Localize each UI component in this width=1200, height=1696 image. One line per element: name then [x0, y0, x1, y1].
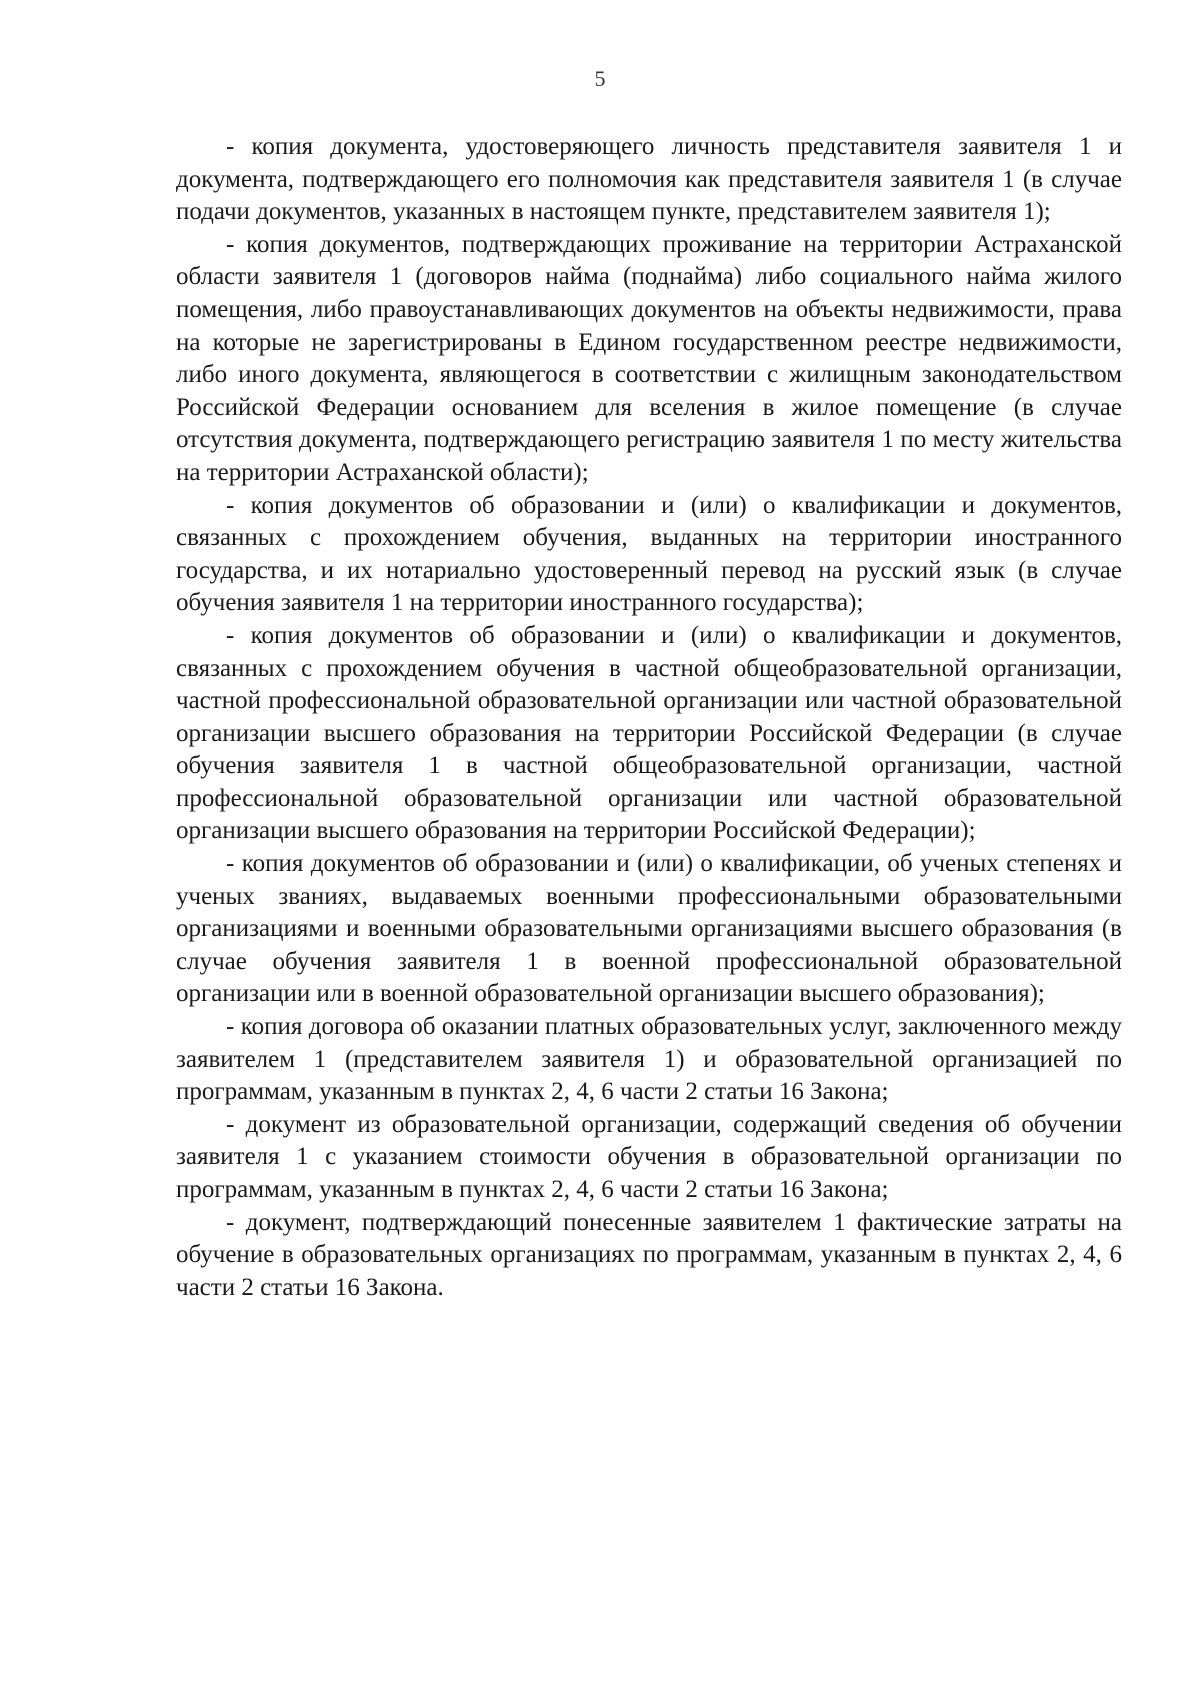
paragraph-military-education: - копия документов об образовании и (или) о квалификации, об ученых степенях и ученых званиях, выдаваемых военными профессиональными образовательными организациями и военными образовательными организациями высшего образования (в случае обучения заявителя 1 в военной профессиональной образовательной организации или в военной образовательной организации высшего образования);	[176, 850, 1122, 1008]
paragraph-representative-id: - копия документа, удостоверяющего личность представителя заявителя 1 и документа, подтверждающего его полномочия как представителя заявителя 1 (в случае подачи документов, указанных в настоящем пункте, представителем заявителя 1);	[176, 133, 1122, 226]
paragraph-paid-services-contract: - копия договора об оказании платных образовательных услуг, заключенного между заявителем 1 (представителем заявителя 1) и образовательной организацией по программам, указанным в пунктах 2, 4, 6 части 2 статьи 16 Закона;	[176, 1013, 1122, 1106]
paragraph-private-education: - копия документов об образовании и (или) о квалификации и документов, связанных с прохождением обучения в частной общеобразовательной организации, частной профессиональной образовательной организации или частной образовательной организации высшего образования на территории Российской Федерации (в случае обучения заявителя 1 в частной общеобразовательной организации, частной профессиональной образовательной организации или частной образовательной организации высшего образования на территории Российской Федерации);	[176, 621, 1122, 845]
paragraph-actual-expenses: - документ, подтверждающий понесенные заявителем 1 фактические затраты на обучение в образовательных организациях по программам, указанным в пунктах 2, 4, 6 части 2 статьи 16 Закона.	[176, 1208, 1122, 1301]
page-number: 5	[594, 66, 606, 91]
paragraph-foreign-education: - копия документов об образовании и (или) о квалификации и документов, связанных с прохождением обучения, выданных на территории иностранного государства, и их нотариально удостоверенный перевод на русский язык (в случае обучения заявителя 1 на территории иностранного государства);	[176, 491, 1122, 617]
paragraph-education-cost-certificate: - документ из образовательной организации, содержащий сведения об обучении заявителя 1 с указанием стоимости обучения в образовательной организации по программам, указанным в пунктах 2, 4, 6 части 2 статьи 16 Закона;	[176, 1110, 1122, 1203]
paragraph-residence-documents: - копия документов, подтверждающих проживание на территории Астраханской области заявителя 1 (договоров найма (поднайма) либо социального найма жилого помещения, либо правоустанавливающих документов на объекты недвижимости, права на которые не зарегистрированы в Едином государственном реестре недвижимости, либо иного документа, являющегося в соответствии с жилищным законодательством Российской Федерации основанием для вселения в жилое помещение (в случае отсутствия документа, подтверждающего регистрацию заявителя 1 по месту жительства на территории Астраханской области);	[176, 230, 1122, 486]
document-body	[176, 131, 1122, 1304]
